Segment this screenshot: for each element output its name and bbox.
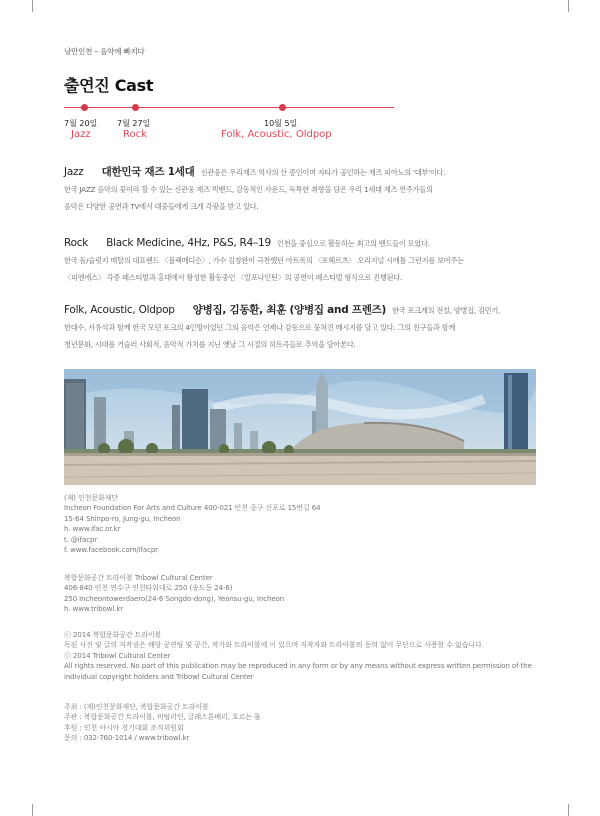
info-line: ⓒ 2014 Tribowl Cultural Center	[64, 651, 171, 660]
info-line: 주최 : (재)인천문화재단, 복합문화공간 트라이볼	[64, 703, 209, 711]
timeline-genre: Rock	[123, 129, 147, 140]
page-title: 출연진 Cast	[64, 76, 154, 95]
foundation-info	[64, 493, 320, 555]
songdo-skyline-photo	[64, 369, 536, 485]
timeline-date: 10월 5일	[264, 119, 298, 128]
description-line: 한국 포크계의 전설, 양병집, 김민기,	[392, 306, 501, 315]
trim-mark	[568, 0, 569, 12]
timeline-line	[64, 107, 394, 108]
rock-section	[64, 235, 544, 286]
info-line: t. @ifacpr	[64, 535, 98, 544]
info-line: 문의 : 032-760-1014 / www.tribowl.kr	[64, 734, 190, 743]
trim-mark	[32, 0, 33, 12]
timeline-genre: Jazz	[71, 129, 91, 140]
skyline-illustration	[64, 369, 536, 485]
info-line: 독된 사진 및 글의 저작권은 해당 공연팀 및 공간, 작가와 트라이볼에 이 있으며 저작자와 트라이볼의 동의 없이 무단으로 사용할 수 없습니다.	[64, 641, 484, 650]
credits-info	[64, 702, 261, 744]
artist-names: 양병집, 김동환, 최훈 (양병집 and 프렌즈)	[192, 304, 387, 316]
description-line: 〈피엔에스〉 각종 페스티벌과 홍대에서 왕성한 활동중인 〈알포나인틴〉의 공연이 페스티벌 형식으로 진행된다.	[64, 273, 402, 282]
genre-label: Jazz	[64, 166, 84, 178]
timeline-marker-rock	[132, 104, 139, 111]
description-line: 한대수, 서유석과 함께 한국 모던 포크의 4인방이었던 그의 음악은 언제나 감동으로 뭉쳐진 메시지를 담고 있다. 그의 친구들과 함께	[64, 323, 456, 332]
description-line: 청년문화, 시대를 거슬러 사회적, 음악적 가치를 지닌 옛날 그 시절의 히트곡들로 추억을 담아본다.	[64, 340, 356, 349]
genre-label: Folk, Acoustic, Oldpop	[64, 304, 175, 316]
description-line: 인천을 중심으로 활동하는 최고의 밴드들이 모였다.	[276, 239, 430, 248]
info-line: 250 Incheontowerdaero(24-6 Songdo-dong), Yeonsu-gu, Incheon	[64, 594, 285, 603]
info-line: 15-64 Shinpo-ro, Jung-gu, Incheon	[64, 514, 181, 523]
description-line: 음악은 다양한 공연과 TV에서 대중들에게 크게 각광을 받고 있다.	[64, 202, 259, 211]
tribowl-info	[64, 573, 284, 615]
artist-names: Black Medicine, 4Hz, P&S, R4–19	[106, 237, 271, 249]
info-line: ⓒ 2014 복합문화공간 트라이볼	[64, 631, 162, 639]
info-line: Incheon Foundation For Arts and Culture 400-021 인천 중구 신포로 15번길 64	[64, 504, 321, 513]
info-line: h. www.ifac.or.kr	[64, 525, 121, 534]
timeline-genre: Folk, Acoustic, Oldpop	[221, 129, 332, 140]
info-line: 406-840 인천 연수구 인천타워대로 250 (송도동 24-6)	[64, 584, 233, 593]
schedule-timeline	[64, 104, 394, 144]
description-line: 한국 JAZZ 음악의 꽃이라 할 수 있는 신관웅 재즈 빅밴드, 감동적인 사운드, 독특한 취향을 담은 우리 1세대 재즈 연주가들의	[64, 185, 433, 194]
info-line: 후원 : 인천 아시아 경기대회 조직위원회	[64, 723, 184, 732]
running-header: 낭만인천 – 음악에 빠지다	[64, 47, 145, 56]
artist-names: 대한민국 재즈 1세대	[101, 166, 195, 178]
trim-mark	[568, 804, 569, 816]
timeline-date: 7월 27일	[117, 119, 151, 128]
copyright-info	[64, 630, 536, 682]
info-line: 복합문화공간 트라이볼 Tribowl Cultural Center	[64, 574, 213, 582]
timeline-marker-jazz	[81, 104, 88, 111]
jazz-section	[64, 164, 544, 215]
info-line: h. www.tribowl.kr	[64, 605, 124, 614]
timeline-date: 7월 20일	[64, 119, 98, 128]
info-line: All rights reserved. No part of this publication may be reproduced in any form or by any means without express written permission of the individual copyright holders and Tribowl Cultural Center	[64, 662, 532, 681]
description-line: 한국 돔/슬럿지 메탈의 대표밴드 〈블랙메디슨〉, 가수 김창완이 극찬했던 아트록의 〈포헤르츠〉 오리지널 시애틀 그런지를 보여주는	[64, 256, 464, 265]
trim-mark	[32, 804, 33, 816]
description-line: 신관웅은 우리재즈 역사의 산 증인이며 자타가 공인하는 재즈 피아노의 '대부'이다.	[200, 168, 446, 177]
timeline-marker-folk	[279, 104, 286, 111]
info-line: (재) 인천문화재단	[64, 494, 119, 502]
info-line: 주관 : 복합문화공간 트라이볼, 비팀러인, 글래스톤베리, 호르는 물	[64, 713, 261, 722]
info-line: f. www.facebook.com/ifacpr	[64, 546, 158, 555]
genre-label: Rock	[64, 237, 89, 249]
folk-section	[64, 302, 544, 353]
